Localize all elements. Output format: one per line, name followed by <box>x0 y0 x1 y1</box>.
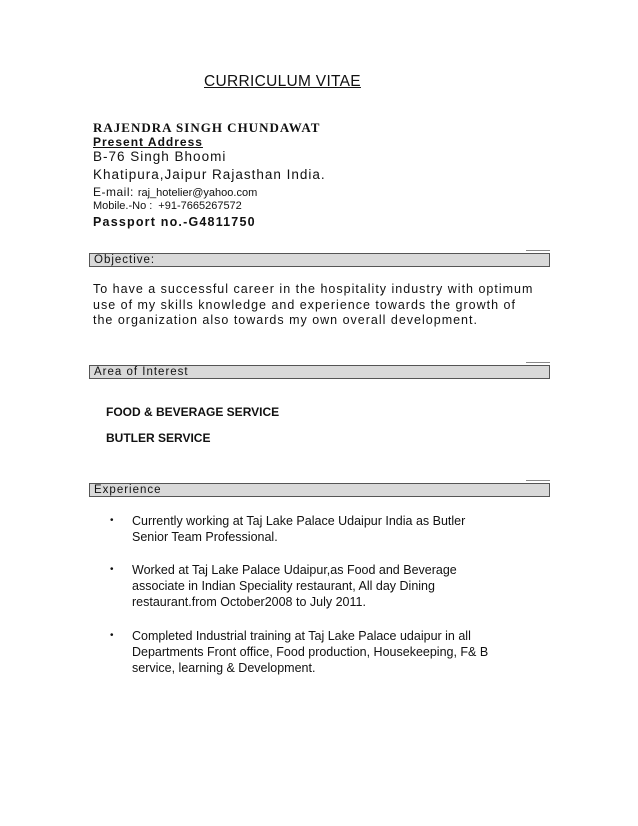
mobile-row <box>93 200 242 212</box>
experience-line: Completed Industrial training at Taj Lake Palace udaipur in all <box>132 629 471 643</box>
interest-heading: Area of Interest <box>94 366 189 378</box>
experience-line: Worked at Taj Lake Palace Udaipur,as Food and Beverage <box>132 563 457 577</box>
passport-number: Passport no.-G4811750 <box>93 215 256 229</box>
objective-line: the organization also towards my own overall development. <box>93 313 478 327</box>
objective-section-bar <box>89 253 550 267</box>
address-line-2: Khatipura,Jaipur Rajasthan India. <box>93 167 326 182</box>
address-line-1: B-76 Singh Bhoomi <box>93 149 227 164</box>
bullet-icon: • <box>110 630 114 641</box>
interest-item: FOOD & BEVERAGE SERVICE <box>106 405 280 419</box>
experience-heading: Experience <box>94 484 162 496</box>
experience-line: service, learning & Development. <box>132 661 316 675</box>
objective-heading: Objective: <box>94 254 156 266</box>
interest-section-bar <box>89 365 550 379</box>
experience-section-bar <box>89 483 550 497</box>
bullet-icon: • <box>110 515 114 526</box>
experience-line: Senior Team Professional. <box>132 530 278 544</box>
experience-line: restaurant.from October2008 to July 2011. <box>132 595 366 609</box>
objective-text <box>93 282 553 329</box>
experience-line: associate in Indian Speciality restaurant, All day Dining <box>132 579 435 593</box>
email-value[interactable]: raj_hotelier@yahoo.com <box>137 187 258 199</box>
email-label: E-mail: <box>93 185 134 199</box>
bullet-icon: • <box>110 564 114 575</box>
objective-line: To have a successful career in the hospitality industry with optimum <box>93 282 534 296</box>
mobile-label: Mobile.-No : <box>93 200 153 212</box>
address-heading: Present Address <box>93 135 203 149</box>
interest-item: BUTLER SERVICE <box>106 431 211 445</box>
candidate-name: RAJENDRA SINGH CHUNDAWAT <box>93 120 321 135</box>
experience-line: Departments Front office, Food production, Housekeeping, F& B <box>132 645 489 659</box>
objective-line: use of my skills knowledge and experience towards the growth of <box>93 297 516 312</box>
mobile-value: +91-7665267572 <box>158 200 242 212</box>
email-row <box>93 185 257 199</box>
experience-line: Currently working at Taj Lake Palace Udaipur India as Butler <box>132 514 466 528</box>
document-title: CURRICULUM VITAE <box>204 73 361 90</box>
